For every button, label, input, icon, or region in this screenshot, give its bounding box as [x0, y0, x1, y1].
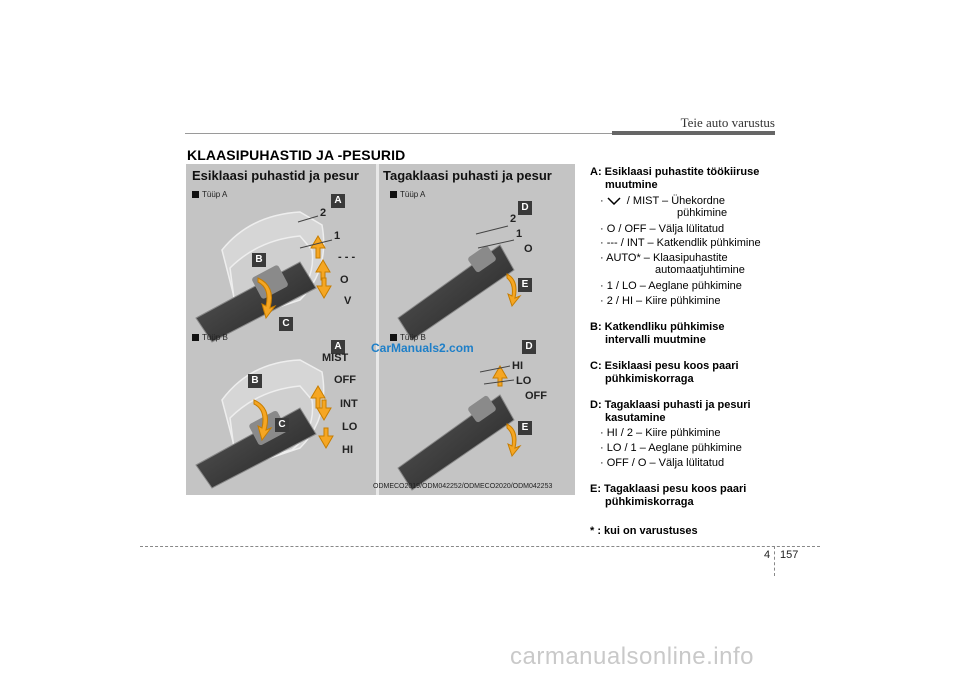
legend-a-item-1-cont: pühkimine — [677, 207, 728, 219]
header-title: Teie auto varustus — [680, 115, 775, 130]
front-b-pos-int: INT — [340, 398, 358, 410]
front-b-pos-hi: HI — [342, 444, 353, 456]
label-c-front-b: C — [275, 418, 289, 432]
legend-b-title: B: Katkendliku pühkimise — [590, 321, 725, 333]
legend-a-item-6: · 2 / HI – Kiire pühkimine — [600, 295, 721, 307]
rear-figure-heading: Tagaklaasi puhasti ja pesur — [383, 168, 552, 183]
rear-b-pos-off: OFF — [525, 390, 547, 402]
front-figure-heading: Esiklaasi puhastid ja pesur — [192, 168, 359, 183]
front-a-pos-mist: V — [344, 295, 352, 307]
bullet-square-icon — [390, 191, 397, 198]
legend-e-title: E: Tagaklaasi pesu koos paari — [590, 483, 747, 495]
label-a-front-a: A — [331, 194, 345, 208]
section-title: KLAASIPUHASTID JA -PESURID — [187, 147, 406, 163]
rear-a-pos-o: O — [524, 243, 533, 255]
legend-c-title: C: Esiklaasi pesu koos paari — [590, 360, 739, 372]
front-a-pos-int: - - - — [338, 251, 356, 263]
rear-b-pos-lo: LO — [516, 375, 532, 387]
front-type-a-label: Tüüp A — [192, 190, 227, 199]
figure-code: ODMECO2019/ODM042252/ODMECO2020/ODM042253 — [373, 483, 553, 490]
label-d-rear-a: D — [518, 201, 532, 215]
legend-d-item-1: · HI / 2 – Kiire pühkimine — [600, 427, 721, 439]
front-b-pos-off: OFF — [334, 374, 356, 386]
legend-a-title: A: Esiklaasi puhastite töökiiruse — [590, 166, 760, 178]
legend-a-item-3: · --- / INT – Katkendlik pühkimine — [600, 237, 761, 249]
rear-type-a-label: Tüüp A — [390, 190, 425, 199]
figure-watermark: CarManuals2.com — [371, 341, 474, 355]
rear-a-pos-2: 2 — [510, 213, 517, 225]
legend-d-title: D: Tagaklaasi puhasti ja pesuri — [590, 399, 751, 411]
legend-c-title-cont: pühkimiskorraga — [605, 373, 694, 385]
legend-d-item-2: · LO / 1 – Aeglane pühkimine — [600, 442, 742, 454]
legend-a-title-cont: muutmine — [605, 179, 658, 191]
label-a-front-b: A — [331, 340, 345, 354]
chapter-number: 4 — [764, 549, 771, 561]
legend-a-item-5: · 1 / LO – Aeglane pühkimine — [600, 280, 742, 292]
page-number-divider — [774, 546, 775, 576]
label-e-rear-a: E — [518, 278, 532, 292]
legend-d-title-cont: kasutamine — [605, 412, 666, 424]
legend-a-item-4: · AUTO* – Klaasipuhastite — [600, 252, 728, 264]
front-type-a-stalk — [196, 212, 324, 342]
rear-type-b-label: Tüüp B — [390, 333, 426, 342]
rear-b-pos-hi: HI — [512, 360, 523, 372]
rear-type-b-stalk — [398, 395, 514, 490]
legend-footnote: * : kui on varustuses — [590, 525, 698, 537]
label-b-front-b: B — [248, 374, 262, 388]
front-b-pos-lo: LO — [342, 421, 358, 433]
front-b-pos-mist: MIST — [322, 352, 349, 364]
legend-a-item-1: · / MIST – Ühekordne — [600, 195, 726, 207]
legend-b-title-cont: intervalli muutmine — [605, 334, 706, 346]
front-a-pos-off: O — [340, 274, 349, 286]
legend-d-item-3: · OFF / O – Välja lülitatud — [600, 457, 725, 469]
footer-rule — [140, 546, 820, 547]
legend-e-title-cont: pühkimiskorraga — [605, 496, 694, 508]
label-e-rear-b: E — [518, 421, 532, 435]
rear-type-a-stalk — [398, 245, 514, 340]
site-watermark: carmanualsonline.info — [510, 643, 754, 670]
legend-a-item-2: · O / OFF – Välja lülitatud — [600, 223, 725, 235]
front-type-b-label: Tüüp B — [192, 333, 228, 342]
chevron-down-icon — [607, 197, 621, 205]
label-b-front-a: B — [252, 253, 266, 267]
front-a-pos-1: 1 — [334, 230, 341, 242]
page-number: 157 — [780, 549, 799, 561]
front-a-pos-2: 2 — [320, 207, 327, 219]
bullet-square-icon — [192, 334, 199, 341]
bullet: · — [600, 195, 604, 207]
label-d-rear-b: D — [522, 340, 536, 354]
label-c-front-a: C — [279, 317, 293, 331]
rear-a-pos-1: 1 — [516, 228, 523, 240]
bullet-square-icon — [192, 191, 199, 198]
legend-a-item-4-cont: automaatjuhtimine — [655, 264, 745, 276]
bullet-square-icon — [390, 334, 397, 341]
